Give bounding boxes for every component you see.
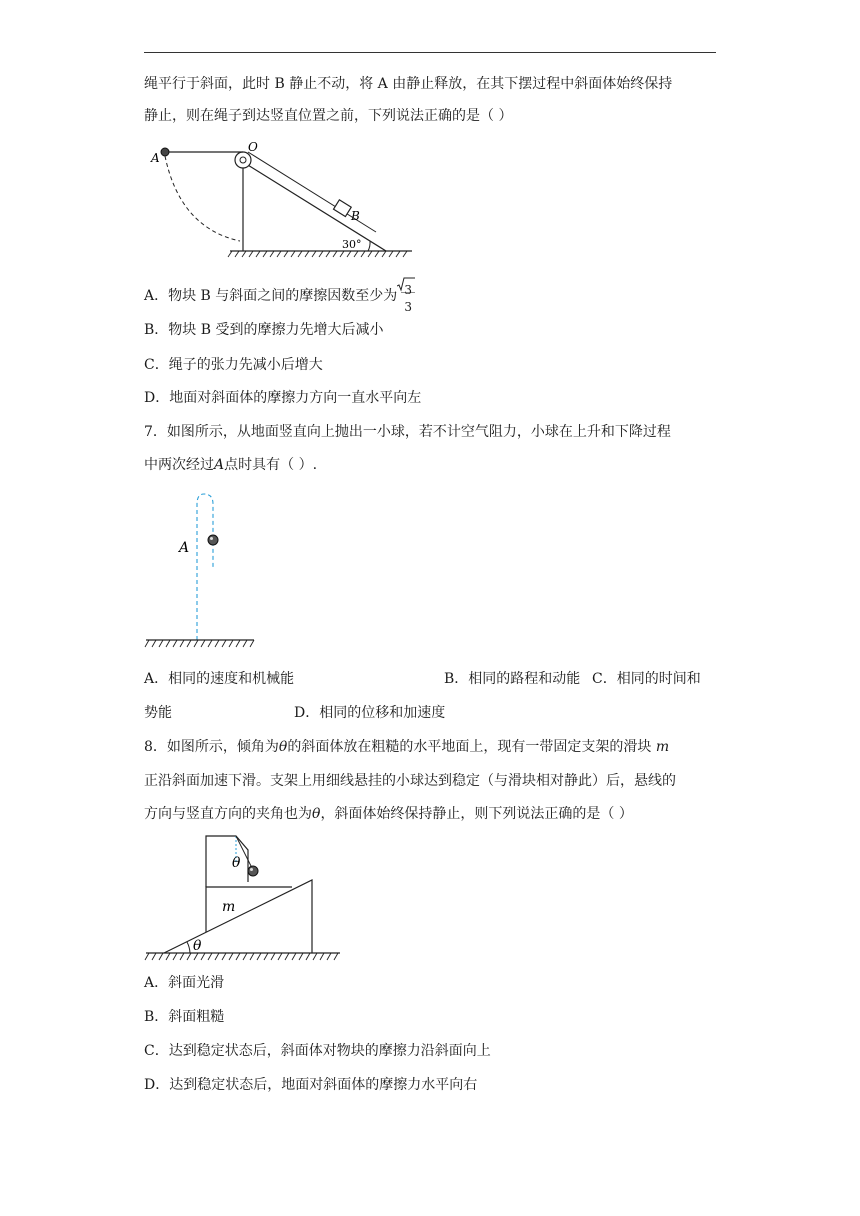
q6-text-line1: 绳平行于斜面，此时 B 静止不动，将 A 由静止释放，在其下摆过程中斜面体始终保持 xyxy=(144,76,673,92)
q8-text-line3 xyxy=(144,804,633,824)
label-angle-30: 30° xyxy=(342,238,362,251)
q6-text-line2: 静止，则在绳子到达竖直位置之前，下列说法正确的是（ ） xyxy=(144,108,513,124)
q7-option-b: B．相同的路程和动能 xyxy=(444,671,581,687)
label-a-point: A xyxy=(179,540,190,556)
q6-option-a xyxy=(144,281,415,314)
q7-figure xyxy=(140,490,260,650)
q7-option-a: A．相同的速度和机械能 xyxy=(144,671,295,687)
label-b: B xyxy=(351,209,360,223)
q7-text-line2-post: 点时具有（ ）. xyxy=(224,457,318,473)
ball-a xyxy=(161,148,169,156)
frac-denominator: 3 xyxy=(404,300,412,314)
sqrt3-over-3 xyxy=(397,277,415,314)
label-a: A xyxy=(151,151,160,165)
q8-line1-pre: 8．如图所示，倾角为 xyxy=(144,739,279,755)
header-rule xyxy=(144,52,716,53)
ball xyxy=(208,535,218,545)
q7-option-d: D．相同的位移和加速度 xyxy=(294,705,446,721)
q8-option-b: B．斜面粗糙 xyxy=(144,1009,225,1025)
q7-option-c-cont: 势能 xyxy=(144,705,172,721)
q6-option-c: C．绳子的张力先减小后增大 xyxy=(144,357,323,373)
q7-var-a: A xyxy=(214,457,225,473)
q8-text-line1 xyxy=(144,737,669,757)
q8-line3-theta: θ xyxy=(312,806,321,822)
hanging-ball xyxy=(248,866,258,876)
q8-line1-m: m xyxy=(655,739,670,755)
q6-option-a-text: A．物块 B 与斜面之间的摩擦因数至少为 xyxy=(144,288,398,304)
q6-option-d: D．地面对斜面体的摩擦力方向一直水平向左 xyxy=(144,390,422,406)
q7-options-row1 xyxy=(144,669,701,689)
q8-line1-post: 的斜面体放在粗糙的水平地面上，现有一带固定支架的滑块 xyxy=(287,739,652,755)
label-o: O xyxy=(248,140,258,154)
q7-options-row2 xyxy=(144,703,446,723)
q7-option-c: C．相同的时间和 xyxy=(592,671,701,687)
q8-line3-pre: 方向与竖直方向的夹角也为 xyxy=(144,806,312,822)
label-theta-top: θ xyxy=(232,855,241,871)
q6-figure xyxy=(140,138,420,260)
q7-text-line2 xyxy=(144,455,317,475)
q8-option-a: A．斜面光滑 xyxy=(144,975,225,991)
q7-text-line1: 7．如图所示，从地面竖直向上抛出一小球，若不计空气阻力，小球在上升和下降过程 xyxy=(144,424,671,440)
label-theta-bottom: θ xyxy=(193,938,202,954)
q8-option-d: D．达到稳定状态后，地面对斜面体的摩擦力水平向右 xyxy=(144,1077,478,1093)
label-m: m xyxy=(222,899,236,915)
q8-option-c: C．达到稳定状态后，斜面体对物块的摩擦力沿斜面向上 xyxy=(144,1043,491,1059)
block-b xyxy=(334,200,352,217)
q8-text-line2: 正沿斜面加速下滑。支架上用细线悬挂的小球达到稳定（与滑块相对静此）后，悬线的 xyxy=(144,773,676,789)
q8-line1-theta: θ xyxy=(278,739,288,755)
q8-figure xyxy=(140,830,350,966)
q6-option-b: B．物块 B 受到的摩擦力先增大后减小 xyxy=(144,322,384,338)
q7-text-line2-pre: 中两次经过 xyxy=(144,457,214,473)
q8-line3-post: ，斜面体始终保持静止，则下列说法正确的是（ ） xyxy=(320,806,633,822)
frac-numerator: 3 xyxy=(404,283,412,297)
